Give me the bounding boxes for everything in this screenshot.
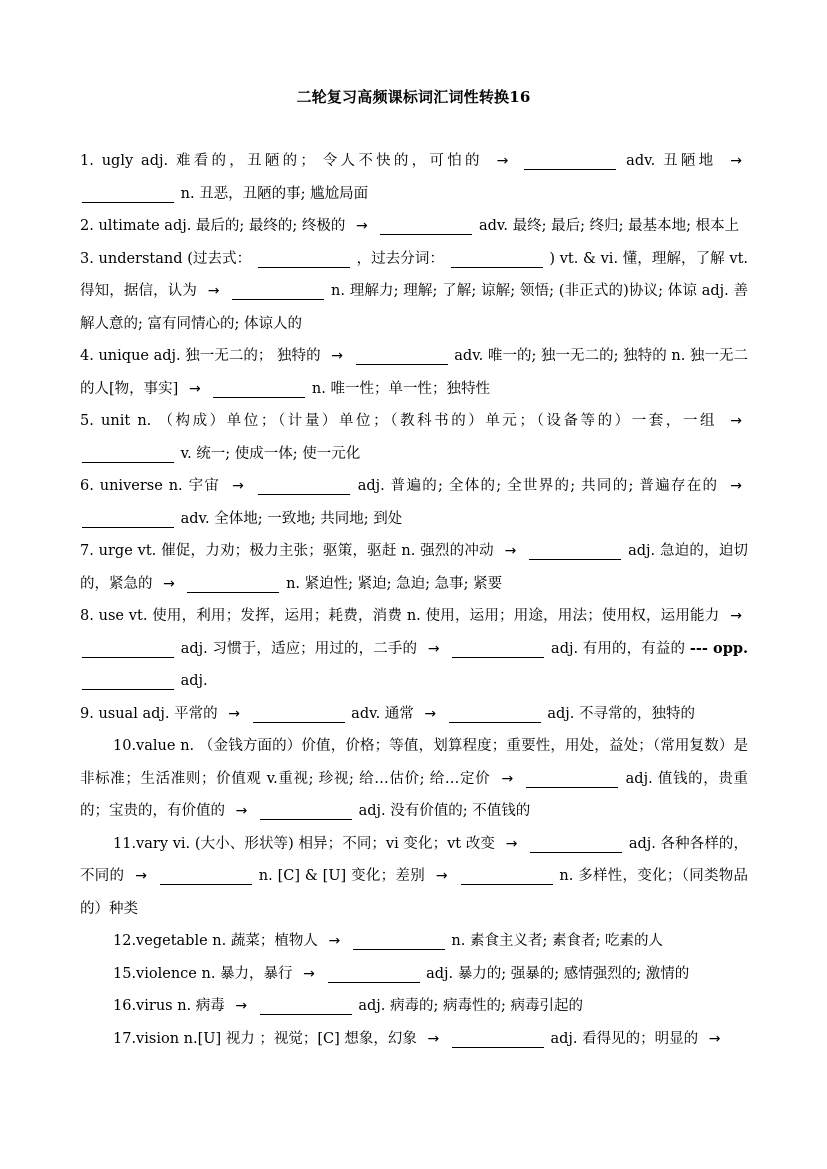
answer-blank [82,446,174,463]
answer-blank [451,251,543,268]
arrow-icon: → [328,933,341,949]
answer-blank [258,251,350,268]
arrow-icon: → [232,478,244,494]
answer-blank [82,511,174,528]
answer-blank [353,933,445,950]
arrow-icon: → [235,803,248,819]
answer-blank [258,478,350,495]
answer-blank [260,803,352,820]
list-item: 11.vary vi. (大小、形状等) 相异；不同；vi 变化；vt 改变 → adj. 各种各样的，不同的 → n. [C] & [U] 变化；差别 → n. 多样性，变化；（同类物品的）种类 [80,835,749,917]
arrow-icon: → [427,1030,440,1047]
answer-blank [187,576,279,593]
answer-blank [530,836,622,853]
list-item: 15.violence n. 暴力，暴行 → adj. 暴力的; 强暴的; 感情强烈的; 激情的 [113,965,690,982]
list-item: 7. urge vt. 催促，力劝；极力主张；驱策，驱赶 n. 强烈的冲动 → adj. 急迫的，迫切的，紧急的 → n. 紧迫性; 紧迫; 急迫; 急事; 紧要 [80,543,749,592]
arrow-icon: → [235,998,248,1014]
answer-blank [449,706,541,723]
list-item: 10.value n. （金钱方面的）价值，价格；等值，划算程度；重要性，用处，益处；（常用复数）是非标准；生活准则；价值观 v.重视; 珍视; 给…估价; 给…定价 → adj. 值钱的，贵重的；宝贵的，有价值的 → adj. 没有价值的; 不值钱的 [80,738,749,819]
arrow-icon: → [188,380,201,397]
arrow-icon: → [496,153,509,169]
vocabulary-list [80,145,748,1055]
answer-blank [82,186,174,203]
arrow-icon: → [427,640,440,657]
list-item: 9. usual adj. 平常的 → adv. 通常 → adj. 不寻常的，独特的 [80,705,695,722]
answer-blank [82,673,174,690]
answer-blank [82,641,174,658]
list-item: 17.vision n.[U] 视力 ；视觉；[C] 想象，幻象 → adj. 看得见的；明显的 → [113,1030,721,1047]
arrow-icon: → [730,608,742,624]
answer-blank [452,641,544,658]
arrow-icon: → [505,835,518,852]
list-item: 6. universe n. 宇宙 → adj. 普遍的; 全体的; 全世界的; 共同的; 普遍存在的 → adv. 全体地; 一致地; 共同地; 到处 [80,478,743,527]
arrow-icon: → [331,348,343,364]
arrow-icon: → [207,283,220,299]
arrow-icon: → [435,868,448,884]
answer-blank [253,706,345,723]
list-item: 16.virus n. 病毒 → adj. 病毒的; 病毒性的; 病毒引起的 [113,998,583,1014]
list-item: 12.vegetable n. 蔬菜；植物人 → n. 素食主义者; 素食者; 吃素的人 [113,933,663,949]
list-item: 4. unique adj. 独一无二的； 独特的 → adv. 唯一的; 独一无二的; 独特的 n. 独一无二的人[物，事实] → n. 唯一性；单一性；独特性 [80,348,749,397]
arrow-icon: → [730,478,743,494]
arrow-icon: → [135,868,147,884]
arrow-icon: → [163,575,175,592]
answer-blank [328,966,420,983]
answer-blank [260,998,352,1015]
arrow-icon: → [356,218,368,234]
opposite-label: --- opp. [689,639,749,657]
list-item: 2. ultimate adj. 最后的; 最终的; 终极的 → adv. 最终; 最后; 终归; 最基本地; 根本上 [80,218,740,234]
answer-blank [160,868,252,885]
arrow-icon: → [501,770,514,787]
list-item: 1. ugly adj. 难看的，丑陋的； 令人不快的，可怕的 → adv. 丑陋地 → n. 丑恶，丑陋的事; 尴尬局面 [80,153,743,202]
arrow-icon: → [708,1030,721,1047]
arrow-icon: → [730,153,743,169]
answer-blank [461,868,553,885]
list-item: 3. understand (过去式： ，过去分词： ) vt. & vi. 懂，理解，了解 vt. 得知，据信，认为 → n. 理解力; 理解; 了解; 谅解; 领悟; (非正式的)协议; 体谅 adj. 善解人意的; 富有同情心的; 体谅人的 [80,250,749,332]
answer-blank [524,153,616,170]
page-title: 二轮复习高频课标词汇词性转换16 [296,88,531,106]
answer-blank [380,218,472,235]
list-item: 5. unit n. （构成）单位；（计量）单位；（教科书的）单元；（设备等的）一套，一组 → v. 统一; 使成一体; 使一元化 [80,413,743,462]
list-item: 8. use vt. 使用，利用；发挥，运用；耗费，消费 n. 使用，运用；用途，用法；使用权，运用能力 → adj. 习惯于，适应；用过的，二手的 → adj. 有用的，有益的 --- opp. adj. [80,608,749,689]
arrow-icon: → [228,705,240,722]
answer-blank [356,348,448,365]
arrow-icon: → [730,413,743,429]
answer-blank [529,543,621,560]
arrow-icon: → [504,543,517,559]
answer-blank [452,1031,544,1048]
answer-blank [232,283,324,300]
arrow-icon: → [303,965,315,982]
answer-blank [526,771,618,788]
answer-blank [213,381,305,398]
arrow-icon: → [424,705,437,722]
